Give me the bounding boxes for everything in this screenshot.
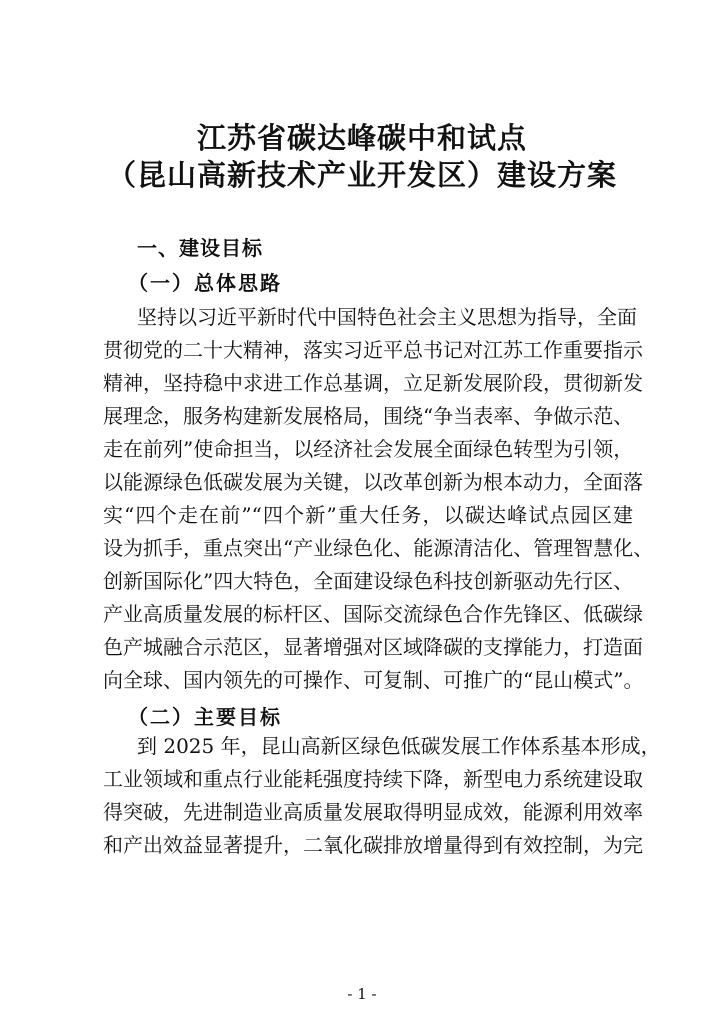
text-line: 精神，坚持稳中求进工作总基调，立足新发展阶段，贯彻新发 xyxy=(103,371,643,395)
text-line: 以能源绿色低碳发展为关键，以改革创新为根本动力，全面落 xyxy=(103,470,643,494)
subsection-heading: （二）主要目标 xyxy=(128,705,282,729)
text-line: 贯彻党的二十大精神，落实习近平总书记对江苏工作重要指示 xyxy=(103,338,643,362)
text-line: 工业领域和重点行业能耗强度持续下降，新型电力系统建设取 xyxy=(103,767,643,791)
text-line: 产业高质量发展的标杆区、国际交流绿色合作先锋区、低碳绿 xyxy=(103,602,643,626)
text-line: 创新国际化”四大特色，全面建设绿色科技创新驱动先行区、 xyxy=(103,569,634,593)
section-heading: 一、建设目标 xyxy=(137,236,263,260)
text-line: 坚持以习近平新时代中国特色社会主义思想为指导，全面 xyxy=(137,305,637,329)
text-line: 走在前列”使命担当，以经济社会发展全面绿色转型为引领， xyxy=(103,437,634,461)
text-line: 向全球、国内领先的可操作、可复制、可推广的“昆山模式”。 xyxy=(103,668,644,692)
text-line: 实“四个走在前”“四个新”重大任务，以碳达峰试点园区建 xyxy=(103,503,633,527)
subsection-heading: （一）总体思路 xyxy=(128,271,282,295)
text-line: 色产城融合示范区，显著增强对区域降碳的支撑能力，打造面 xyxy=(103,635,643,659)
text-line: 设为抓手，重点突出“产业绿色化、能源清洁化、管理智慧化、 xyxy=(103,536,654,560)
text-line: 和产出效益显著提升，二氧化碳排放增量得到有效控制，为完 xyxy=(103,833,643,857)
text-line: 得突破，先进制造业高质量发展取得明显成效，能源利用效率 xyxy=(103,800,643,824)
page-number: - 1 - xyxy=(347,985,377,1003)
text-line: 展理念，服务构建新发展格局，围绕“争当表率、争做示范、 xyxy=(103,404,634,428)
text-line: 到 2025 年，昆山高新区绿色低碳发展工作体系基本形成， xyxy=(137,734,661,758)
document-title-line-2: （昆山高新技术产业开发区）建设方案 xyxy=(106,158,617,192)
document-title-line-1: 江苏省碳达峰碳中和试点 xyxy=(196,121,527,155)
